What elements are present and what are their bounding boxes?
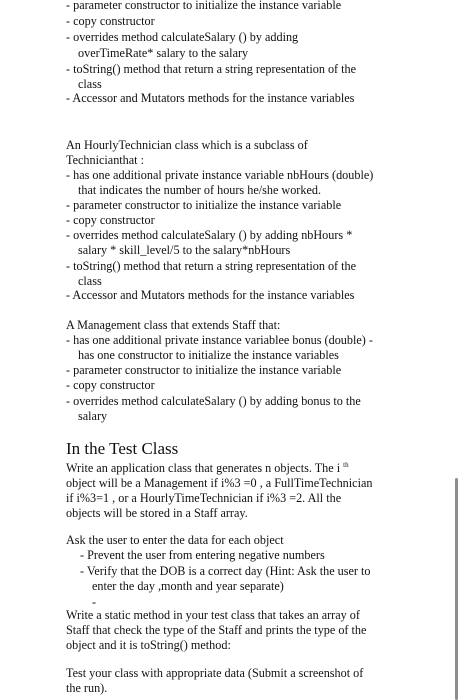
hourly-line: salary * skill_level/5 to the salary*nbHours — [78, 243, 291, 257]
static-method-line: Write a static method in your test class that takes an array of — [66, 608, 360, 622]
management-line: A Management class that extends Staff that: — [66, 318, 281, 332]
static-method-line: object and it is toString() method: — [66, 638, 231, 652]
ask-line: - — [92, 595, 97, 609]
hourly-line: - parameter constructor to initialize the instance variable — [66, 198, 342, 212]
hourly-line: - has one additional private instance variable nbHours (double) — [66, 168, 374, 182]
management-line: - copy constructor — [66, 378, 155, 392]
staff-line: overTimeRate* salary to the salary — [78, 46, 249, 60]
staff-line: class — [78, 77, 102, 91]
hourly-line: - toString() method that return a string representation of the — [66, 259, 357, 273]
management-line: salary — [78, 409, 108, 423]
ask-line: - Verify that the DOB is a correct day (Hint: Ask the user to — [80, 564, 371, 578]
hourly-line: - Accessor and Mutators methods for the instance variables — [66, 288, 355, 302]
hourly-line: - copy constructor — [66, 213, 155, 227]
management-line: - parameter constructor to initialize the instance variable — [66, 363, 342, 377]
management-line: has one constructor to initialize the instance variables — [78, 348, 339, 362]
final-line: the run). — [66, 681, 108, 695]
superscript-th: th — [343, 461, 349, 469]
ask-line: Ask the user to enter the data for each object — [66, 533, 284, 547]
hourly-line: class — [78, 274, 102, 288]
final-line: Test your class with appropriate data (Submit a screenshot of — [66, 666, 364, 680]
vertical-scrollbar[interactable] — [455, 478, 458, 700]
management-line: - has one additional private instance variablee bonus (double) - — [66, 333, 373, 347]
test-intro-line — [66, 460, 349, 476]
hourly-line: An HourlyTechnician class which is a subclass of — [66, 138, 308, 152]
test-intro-text: Write an application class that generates n objects. The i — [66, 461, 341, 475]
test-intro-line: object will be a Management if i%3 =0 , a FullTimeTechnician — [66, 476, 373, 490]
static-method-line: Staff that check the type of the Staff and prints the type of the — [66, 623, 367, 637]
staff-line: - parameter constructor to initialize the instance variable — [66, 0, 342, 12]
hourly-line: that indicates the number of hours he/she worked. — [78, 183, 322, 197]
ask-line: - Prevent the user from entering negative numbers — [80, 548, 325, 562]
test-intro-line: if i%3=1 , or a HourlyTimeTechnician if i%3 =2. All the — [66, 491, 342, 505]
staff-line: - overrides method calculateSalary () by adding — [66, 30, 299, 44]
management-line: - overrides method calculateSalary () by adding bonus to the — [66, 394, 361, 408]
staff-line: - copy constructor — [66, 14, 155, 28]
hourly-line: Technicianthat : — [66, 153, 144, 167]
ask-line: enter the day ,month and year separate) — [92, 579, 284, 593]
hourly-line: - overrides method calculateSalary () by adding nbHours * — [66, 228, 353, 242]
staff-line: - Accessor and Mutators methods for the instance variables — [66, 91, 355, 105]
section-heading: In the Test Class — [66, 439, 179, 458]
staff-line: - toString() method that return a string representation of the — [66, 62, 357, 76]
test-intro-line: objects will be stored in a Staff array. — [66, 506, 248, 520]
